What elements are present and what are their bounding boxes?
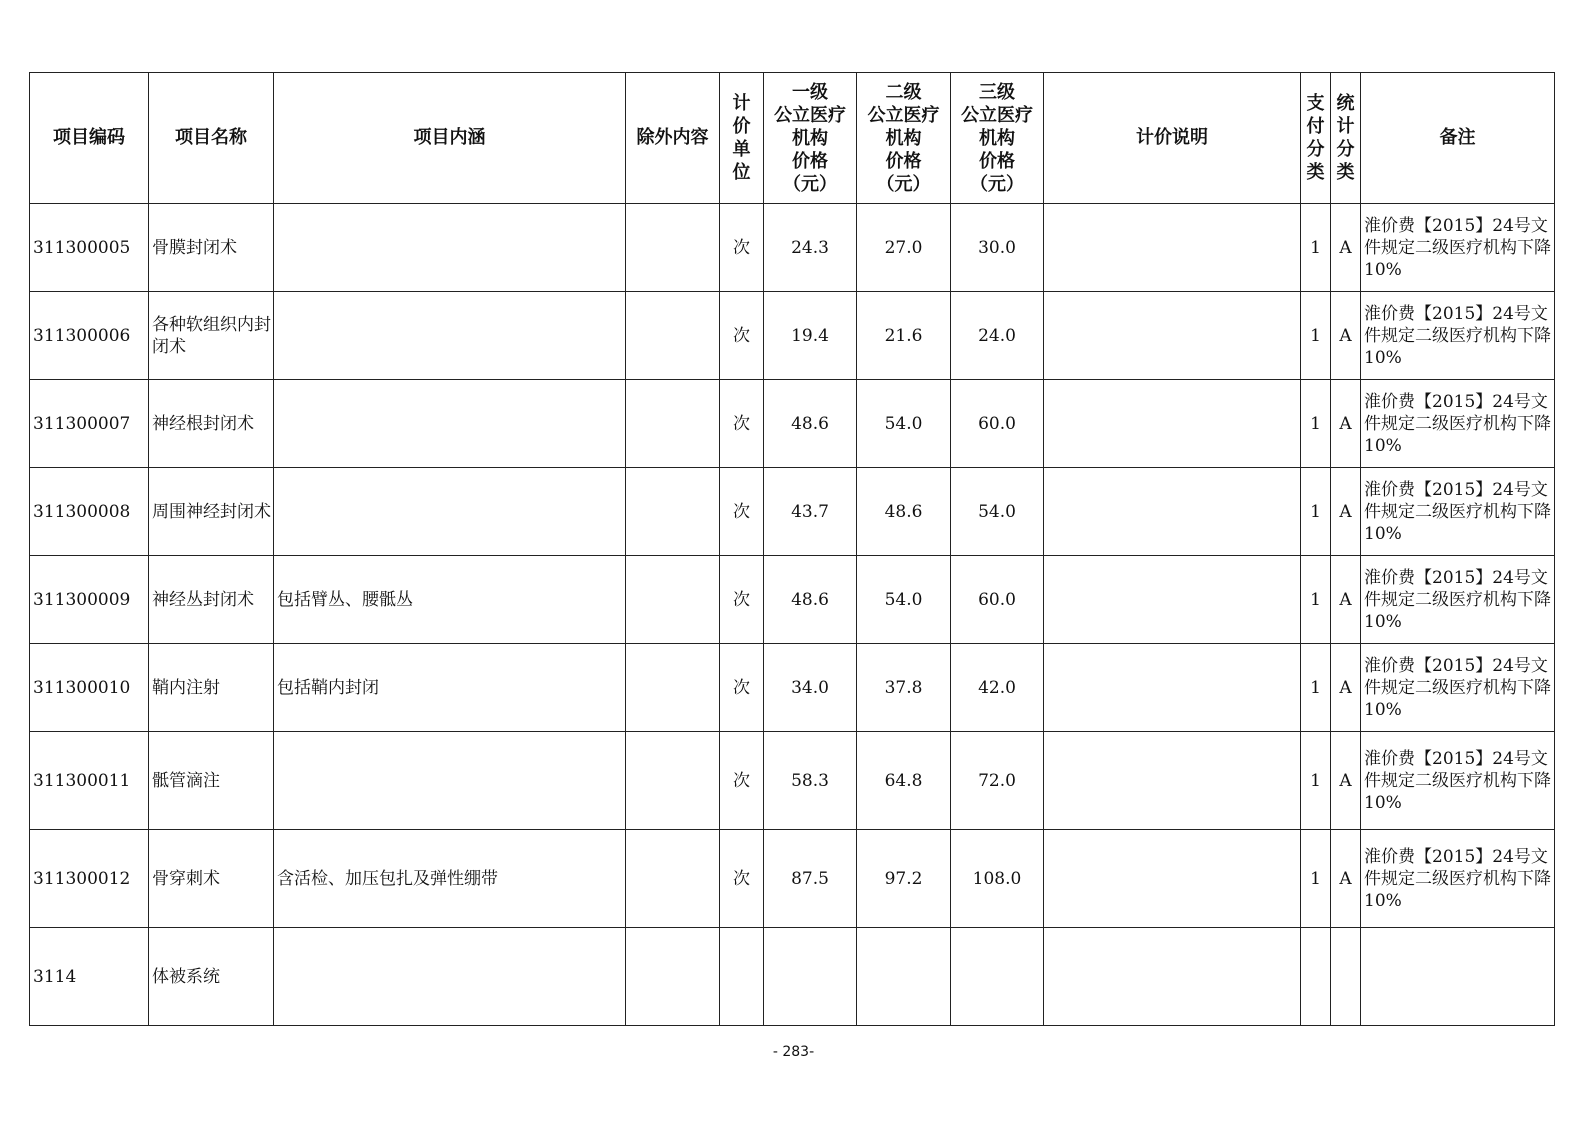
cell-price1: 58.3 [764,732,857,830]
header-pricing-note: 计价说明 [1044,73,1301,204]
cell-pricing-note [1044,468,1301,556]
header-price2-line: （元） [876,173,931,195]
cell-pay-class [1301,928,1331,1026]
header-excluded: 除外内容 [626,73,720,204]
cell-excluded [626,928,720,1026]
cell-content [274,928,626,1026]
cell-remark: 淮价费【2015】24号文件规定二级医疗机构下降10% [1361,830,1555,928]
cell-code: 311300010 [30,644,149,732]
cell-pay-class: 1 [1301,556,1331,644]
cell-stat-class: A [1331,556,1361,644]
cell-name: 体被系统 [149,928,274,1026]
cell-code: 311300012 [30,830,149,928]
cell-unit: 次 [720,732,764,830]
cell-stat-class: A [1331,732,1361,830]
cell-price1: 48.6 [764,556,857,644]
table-row [30,928,1555,1026]
cell-price1: 24.3 [764,204,857,292]
header-name: 项目名称 [149,73,274,204]
cell-pay-class: 1 [1301,380,1331,468]
cell-price3: 60.0 [951,380,1044,468]
header-price3-line: 三级 [979,81,1015,103]
cell-unit: 次 [720,468,764,556]
cell-name: 神经根封闭术 [149,380,274,468]
cell-code: 3114 [30,928,149,1026]
cell-name: 鞘内注射 [149,644,274,732]
header-price1-line: 价格 [792,150,828,172]
header-price3 [951,73,1044,204]
cell-price3: 54.0 [951,468,1044,556]
header-price2-line: 二级 [885,81,922,103]
table-row [30,204,1555,292]
page-number: - 283- [772,1044,815,1060]
cell-content: 含活检、加压包扎及弹性绷带 [274,830,626,928]
cell-pay-class: 1 [1301,644,1331,732]
cell-pay-class: 1 [1301,204,1331,292]
cell-remark: 淮价费【2015】24号文件规定二级医疗机构下降10% [1361,468,1555,556]
cell-code: 311300008 [30,468,149,556]
header-price3-line: 价格 [979,150,1015,172]
header-remark: 备注 [1361,73,1555,204]
cell-remark: 淮价费【2015】24号文件规定二级医疗机构下降10% [1361,644,1555,732]
cell-unit: 次 [720,644,764,732]
cell-price1 [764,928,857,1026]
header-content: 项目内涵 [274,73,626,204]
cell-excluded [626,830,720,928]
cell-excluded [626,556,720,644]
cell-price1: 34.0 [764,644,857,732]
cell-price3 [951,928,1044,1026]
header-price1-line: 机构 [792,127,828,149]
cell-price2: 97.2 [857,830,951,928]
cell-price2: 21.6 [857,292,951,380]
header-price3-line: 公立医疗 [961,104,1033,126]
header-price1-line: 一级 [792,81,828,103]
cell-name: 神经丛封闭术 [149,556,274,644]
header-pay-class [1301,73,1331,204]
cell-pay-class: 1 [1301,292,1331,380]
cell-excluded [626,380,720,468]
cell-price1: 48.6 [764,380,857,468]
header-row [30,73,1555,204]
cell-stat-class: A [1331,644,1361,732]
cell-pricing-note [1044,928,1301,1026]
cell-excluded [626,644,720,732]
cell-content [274,732,626,830]
cell-content: 包括鞘内封闭 [274,644,626,732]
cell-excluded [626,468,720,556]
header-code: 项目编码 [30,73,149,204]
cell-name: 周围神经封闭术 [149,468,274,556]
cell-pricing-note [1044,380,1301,468]
cell-stat-class: A [1331,468,1361,556]
header-price3-line: 机构 [979,127,1015,149]
cell-price2: 37.8 [857,644,951,732]
cell-price2: 54.0 [857,556,951,644]
cell-price2: 27.0 [857,204,951,292]
cell-unit [720,928,764,1026]
header-price2-line: 公立医疗 [867,104,940,126]
cell-name: 各种软组织内封闭术 [149,292,274,380]
cell-pricing-note [1044,644,1301,732]
cell-content [274,380,626,468]
cell-stat-class: A [1331,292,1361,380]
cell-code: 311300011 [30,732,149,830]
header-pay-class-text: 支付分类 [1306,93,1325,183]
cell-remark: 淮价费【2015】24号文件规定二级医疗机构下降10% [1361,380,1555,468]
table-row [30,732,1555,830]
header-price3-line: （元） [970,173,1024,195]
cell-excluded [626,292,720,380]
cell-pricing-note [1044,292,1301,380]
cell-remark: 淮价费【2015】24号文件规定二级医疗机构下降10% [1361,732,1555,830]
cell-unit: 次 [720,830,764,928]
header-price1-line: 公立医疗 [774,104,846,126]
cell-price1: 19.4 [764,292,857,380]
cell-pricing-note [1044,732,1301,830]
header-stat-class-text: 统计分类 [1336,93,1355,183]
cell-pricing-note [1044,556,1301,644]
cell-stat-class: A [1331,830,1361,928]
cell-stat-class [1331,928,1361,1026]
cell-price1: 87.5 [764,830,857,928]
cell-code: 311300007 [30,380,149,468]
cell-remark: 淮价费【2015】24号文件规定二级医疗机构下降10% [1361,204,1555,292]
cell-unit: 次 [720,292,764,380]
cell-price3: 108.0 [951,830,1044,928]
cell-content: 包括臂丛、腰骶丛 [274,556,626,644]
table-row [30,380,1555,468]
cell-pay-class: 1 [1301,732,1331,830]
cell-price2: 64.8 [857,732,951,830]
header-stat-class [1331,73,1361,204]
cell-price2 [857,928,951,1026]
cell-remark: 淮价费【2015】24号文件规定二级医疗机构下降10% [1361,292,1555,380]
cell-name: 骨膜封闭术 [149,204,274,292]
price-table-sheet [29,72,1554,1026]
header-price2-line: 价格 [885,150,922,172]
header-unit-text: 计价单位 [732,93,751,183]
cell-unit: 次 [720,556,764,644]
table-row [30,644,1555,732]
cell-price3: 24.0 [951,292,1044,380]
cell-unit: 次 [720,380,764,468]
cell-code: 311300009 [30,556,149,644]
cell-unit: 次 [720,204,764,292]
cell-content [274,204,626,292]
cell-code: 311300005 [30,204,149,292]
cell-price3: 72.0 [951,732,1044,830]
cell-name: 骨穿刺术 [149,830,274,928]
cell-name: 骶管滴注 [149,732,274,830]
table-row [30,468,1555,556]
cell-price1: 43.7 [764,468,857,556]
cell-pay-class: 1 [1301,468,1331,556]
cell-content [274,468,626,556]
cell-pricing-note [1044,830,1301,928]
cell-price3: 30.0 [951,204,1044,292]
cell-code: 311300006 [30,292,149,380]
cell-stat-class: A [1331,204,1361,292]
cell-content [274,292,626,380]
table-row [30,292,1555,380]
header-price2-line: 机构 [885,127,922,149]
cell-pay-class: 1 [1301,830,1331,928]
cell-excluded [626,732,720,830]
table-row [30,830,1555,928]
cell-excluded [626,204,720,292]
price-table [29,72,1555,1026]
header-price2 [857,73,951,204]
header-price1-line: （元） [783,173,837,195]
cell-price3: 42.0 [951,644,1044,732]
cell-remark [1361,928,1555,1026]
cell-price3: 60.0 [951,556,1044,644]
header-unit [720,73,764,204]
cell-price2: 48.6 [857,468,951,556]
header-price1 [764,73,857,204]
cell-price2: 54.0 [857,380,951,468]
cell-stat-class: A [1331,380,1361,468]
cell-pricing-note [1044,204,1301,292]
table-row [30,556,1555,644]
cell-remark: 淮价费【2015】24号文件规定二级医疗机构下降10% [1361,556,1555,644]
